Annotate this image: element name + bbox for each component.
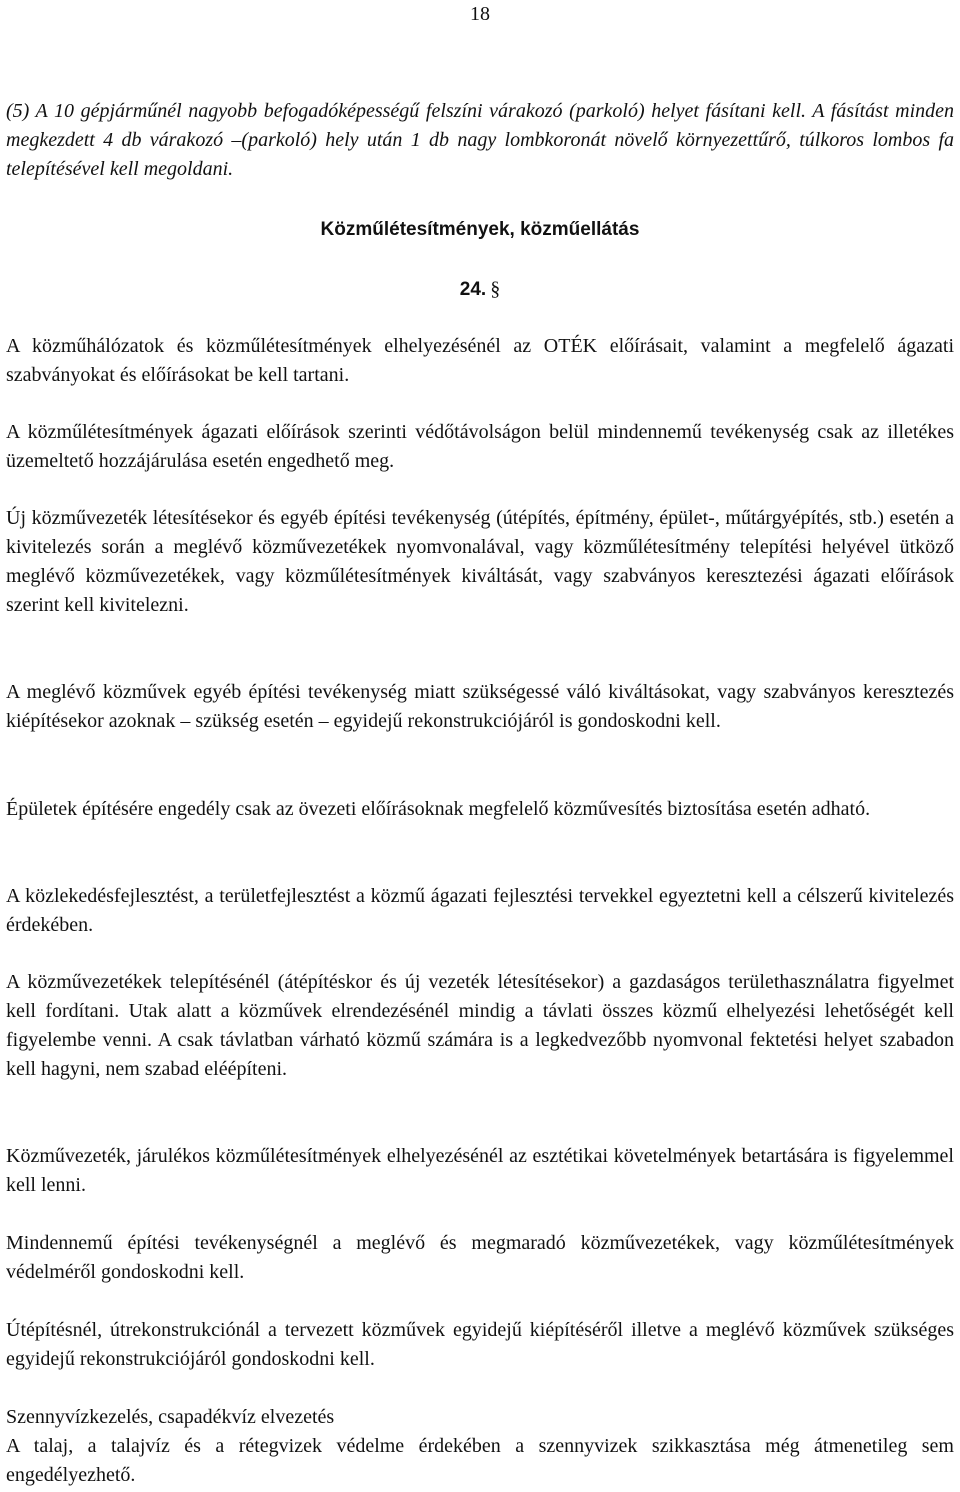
paragraph-10: Útépítésnél, útrekonstrukciónál a tervezett közművek egyidejű kiépítéséről illetve a meglévő közművek szükséges egyidejű rekonstrukciójáról gondoskodni kell.: [6, 1319, 954, 1370]
section-number: 24.: [459, 279, 487, 300]
section-heading: [6, 276, 954, 303]
paragraph-3: Új közművezeték létesítésekor és egyéb építési tevékenység (útépítés, építmény, épület-, műtárgyépítés, stb.) esetén a kivitelezés során a meglévő közművezetékek nyomvonalával, vagy közműlétesítmény telepítési helyével ütköző meglévő közművezetékek, vagy közműlétesítmények kiváltását, vagy szabványos keresztezési ágazati előírások szerint kell kivitelezni.: [6, 507, 954, 616]
subsection-paragraph: A talaj, a talajvíz és a rétegvizek védelme érdekében a szennyvizek szikkasztása még átmenetileg sem engedélyezhető.: [6, 1435, 954, 1486]
paragraph-5: Épületek építésére engedély csak az övezeti előírásoknak megfelelő közművesítés biztosítása esetén adható.: [6, 798, 871, 820]
paragraph-sign: §: [490, 278, 501, 300]
intro-paragraph: (5) A 10 gépjárműnél nagyobb befogadóképességű felszíni várakozó (parkoló) helyet fásítani kell. A fásítást minden megkezdett 4 db várakozó –(parkoló) hely után 1 db nagy lombkoronát növelő környezettűrő, túlkoros lombos fa telepítésével kell megoldani.: [6, 100, 954, 180]
paragraph-9: Mindennemű építési tevékenységnél a meglévő és megmaradó közművezetékek, vagy közműlétesítmények védelméről gondoskodni kell.: [6, 1232, 954, 1283]
paragraph-7: A közművezetékek telepítésénél (átépítéskor és új vezeték létesítésekor) a gazdaságos területhasználatra figyelmet kell fordítani. Utak alatt a közművek elrendezésénél mindig a távlati összes közmű elhelyezési lehetőségét kell figyelembe venni. A csak távlatban várható közmű számára is a legkedvezőbb nyomvonal fektetési helyet szabadon kell hagyni, nem szabad eléépíteni.: [6, 971, 954, 1080]
subsection-title: Szennyvízkezelés, csapadékvíz elvezetés: [6, 1406, 335, 1428]
chapter-title: Közműlétesítmények, közműellátás: [320, 219, 640, 240]
paragraph-6: A közlekedésfejlesztést, a területfejlesztést a közmű ágazati fejlesztési tervekkel egyeztetni kell a célszerű kivitelezés érdekében.: [6, 885, 954, 936]
paragraph-4: A meglévő közművek egyéb építési tevékenység miatt szükségessé váló kiváltásokat, vagy szabványos keresztezés kiépítésekor azoknak – szükség esetén – egyidejű rekonstrukciójáról is gondoskodni kell.: [6, 681, 954, 732]
paragraph-2: A közműlétesítmények ágazati előírások szerinti védőtávolságon belül mindennemű tevékenység csak az illetékes üzemeltető hozzájárulása esetén engedhető meg.: [6, 421, 954, 472]
paragraph-1: A közműhálózatok és közműlétesítmények elhelyezésénél az OTÉK előírásait, valamint a megfelelő ágazati szabványokat és előírásokat be kell tartani.: [6, 335, 954, 386]
paragraph-8: Közművezeték, járulékos közműlétesítmények elhelyezésénél az esztétikai követelmények betartására is figyelemmel kell lenni.: [6, 1145, 954, 1196]
page-number: 18: [470, 3, 490, 25]
